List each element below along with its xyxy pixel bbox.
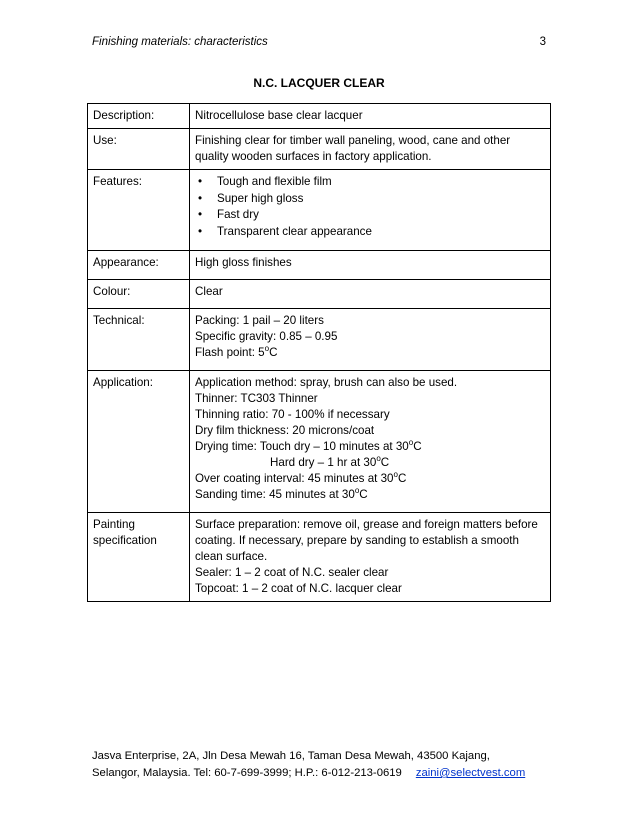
table-row-description <box>88 104 551 129</box>
list-item <box>195 174 545 191</box>
page-number: 3 <box>539 36 546 48</box>
table-row-appearance <box>88 251 551 280</box>
list-item <box>195 224 545 241</box>
row-value <box>190 513 551 602</box>
table-row-painting <box>88 513 551 602</box>
specific-gravity-text: Specific gravity: 0.85 – 0.95 <box>195 330 338 343</box>
row-value <box>190 371 551 513</box>
thinning-ratio-text: Thinning ratio: 70 - 100% if necessary <box>195 408 390 421</box>
flash-point-text: Flash point: 5$^o$C <box>195 344 278 359</box>
row-value: Finishing clear for timber wall paneling, wood, cane and other quality wooden surfaces in factory application. <box>190 129 551 170</box>
sealer-text: Sealer: 1 – 2 coat of N.C. sealer clear <box>195 566 389 579</box>
row-label: Technical: <box>88 309 190 371</box>
row-label: Appearance: <box>88 251 190 280</box>
hard-dry-text: Hard dry – 1 hr at 30$^o$C <box>270 454 390 469</box>
bullet-icon: • <box>198 208 203 221</box>
dry-film-text: Dry film thickness: 20 microns/coat <box>195 424 375 437</box>
row-value: Nitrocellulose base clear lacquer <box>190 104 551 129</box>
feature-text: Super high gloss <box>217 191 304 205</box>
row-label: Painting specification <box>88 513 190 602</box>
bullet-icon: • <box>198 191 203 205</box>
list-item <box>195 191 545 208</box>
page-header <box>92 36 546 52</box>
feature-text: Fast dry <box>217 208 259 221</box>
table-row-use <box>88 129 551 170</box>
footer-address-line1: Jasva Enterprise, 2A, Jln Desa Mewah 16, Taman Desa Mewah, 43500 Kajang, <box>92 750 490 762</box>
table-row-colour <box>88 280 551 309</box>
over-coating-text: Over coating interval: 45 minutes at 30$^o$C <box>195 470 407 485</box>
table-row-technical <box>88 309 551 371</box>
row-value: High gloss finishes <box>190 251 551 280</box>
sanding-time-text: Sanding time: 45 minutes at 30$^o$C <box>195 486 368 501</box>
row-value <box>190 309 551 371</box>
row-label: Description: <box>88 104 190 129</box>
page-footer <box>92 748 562 782</box>
feature-text: Tough and flexible film <box>217 175 332 188</box>
row-label: Features: <box>88 170 190 251</box>
thinner-text: Thinner: TC303 Thinner <box>195 392 318 405</box>
row-label: Use: <box>88 129 190 170</box>
surface-preparation-text: Surface preparation: remove oil, grease and foreign matters before coating. If necessary, prepare by sanding to establish a smooth clean surface. <box>195 518 538 563</box>
table-row-application <box>88 371 551 513</box>
bullet-icon: • <box>198 175 203 188</box>
document-title: N.C. LACQUER CLEAR <box>253 76 385 90</box>
row-label: Application: <box>88 371 190 513</box>
specification-table <box>87 103 551 602</box>
packing-text: Packing: 1 pail – 20 liters <box>195 314 324 327</box>
topcoat-text: Topcoat: 1 – 2 coat of N.C. lacquer clear <box>195 582 402 595</box>
header-title: Finishing materials: characteristics <box>92 36 268 48</box>
bullet-icon: • <box>198 224 203 238</box>
drying-time-text: Drying time: Touch dry – 10 minutes at 30$^o$C <box>195 438 422 453</box>
feature-text: Transparent clear appearance <box>217 224 372 238</box>
features-list <box>195 174 545 240</box>
application-method-text: Application method: spray, brush can also be used. <box>195 376 458 389</box>
row-value <box>190 170 551 251</box>
row-value: Clear <box>190 280 551 309</box>
footer-address-line2: Selangor, Malaysia. Tel: 60-7-699-3999; H.P.: 6-012-213-0619 zaini@selectvest.com <box>92 767 526 779</box>
row-label: Colour: <box>88 280 190 309</box>
table-row-features <box>88 170 551 251</box>
list-item <box>195 207 545 224</box>
email-link[interactable]: zaini@selectvest.com <box>415 767 526 779</box>
